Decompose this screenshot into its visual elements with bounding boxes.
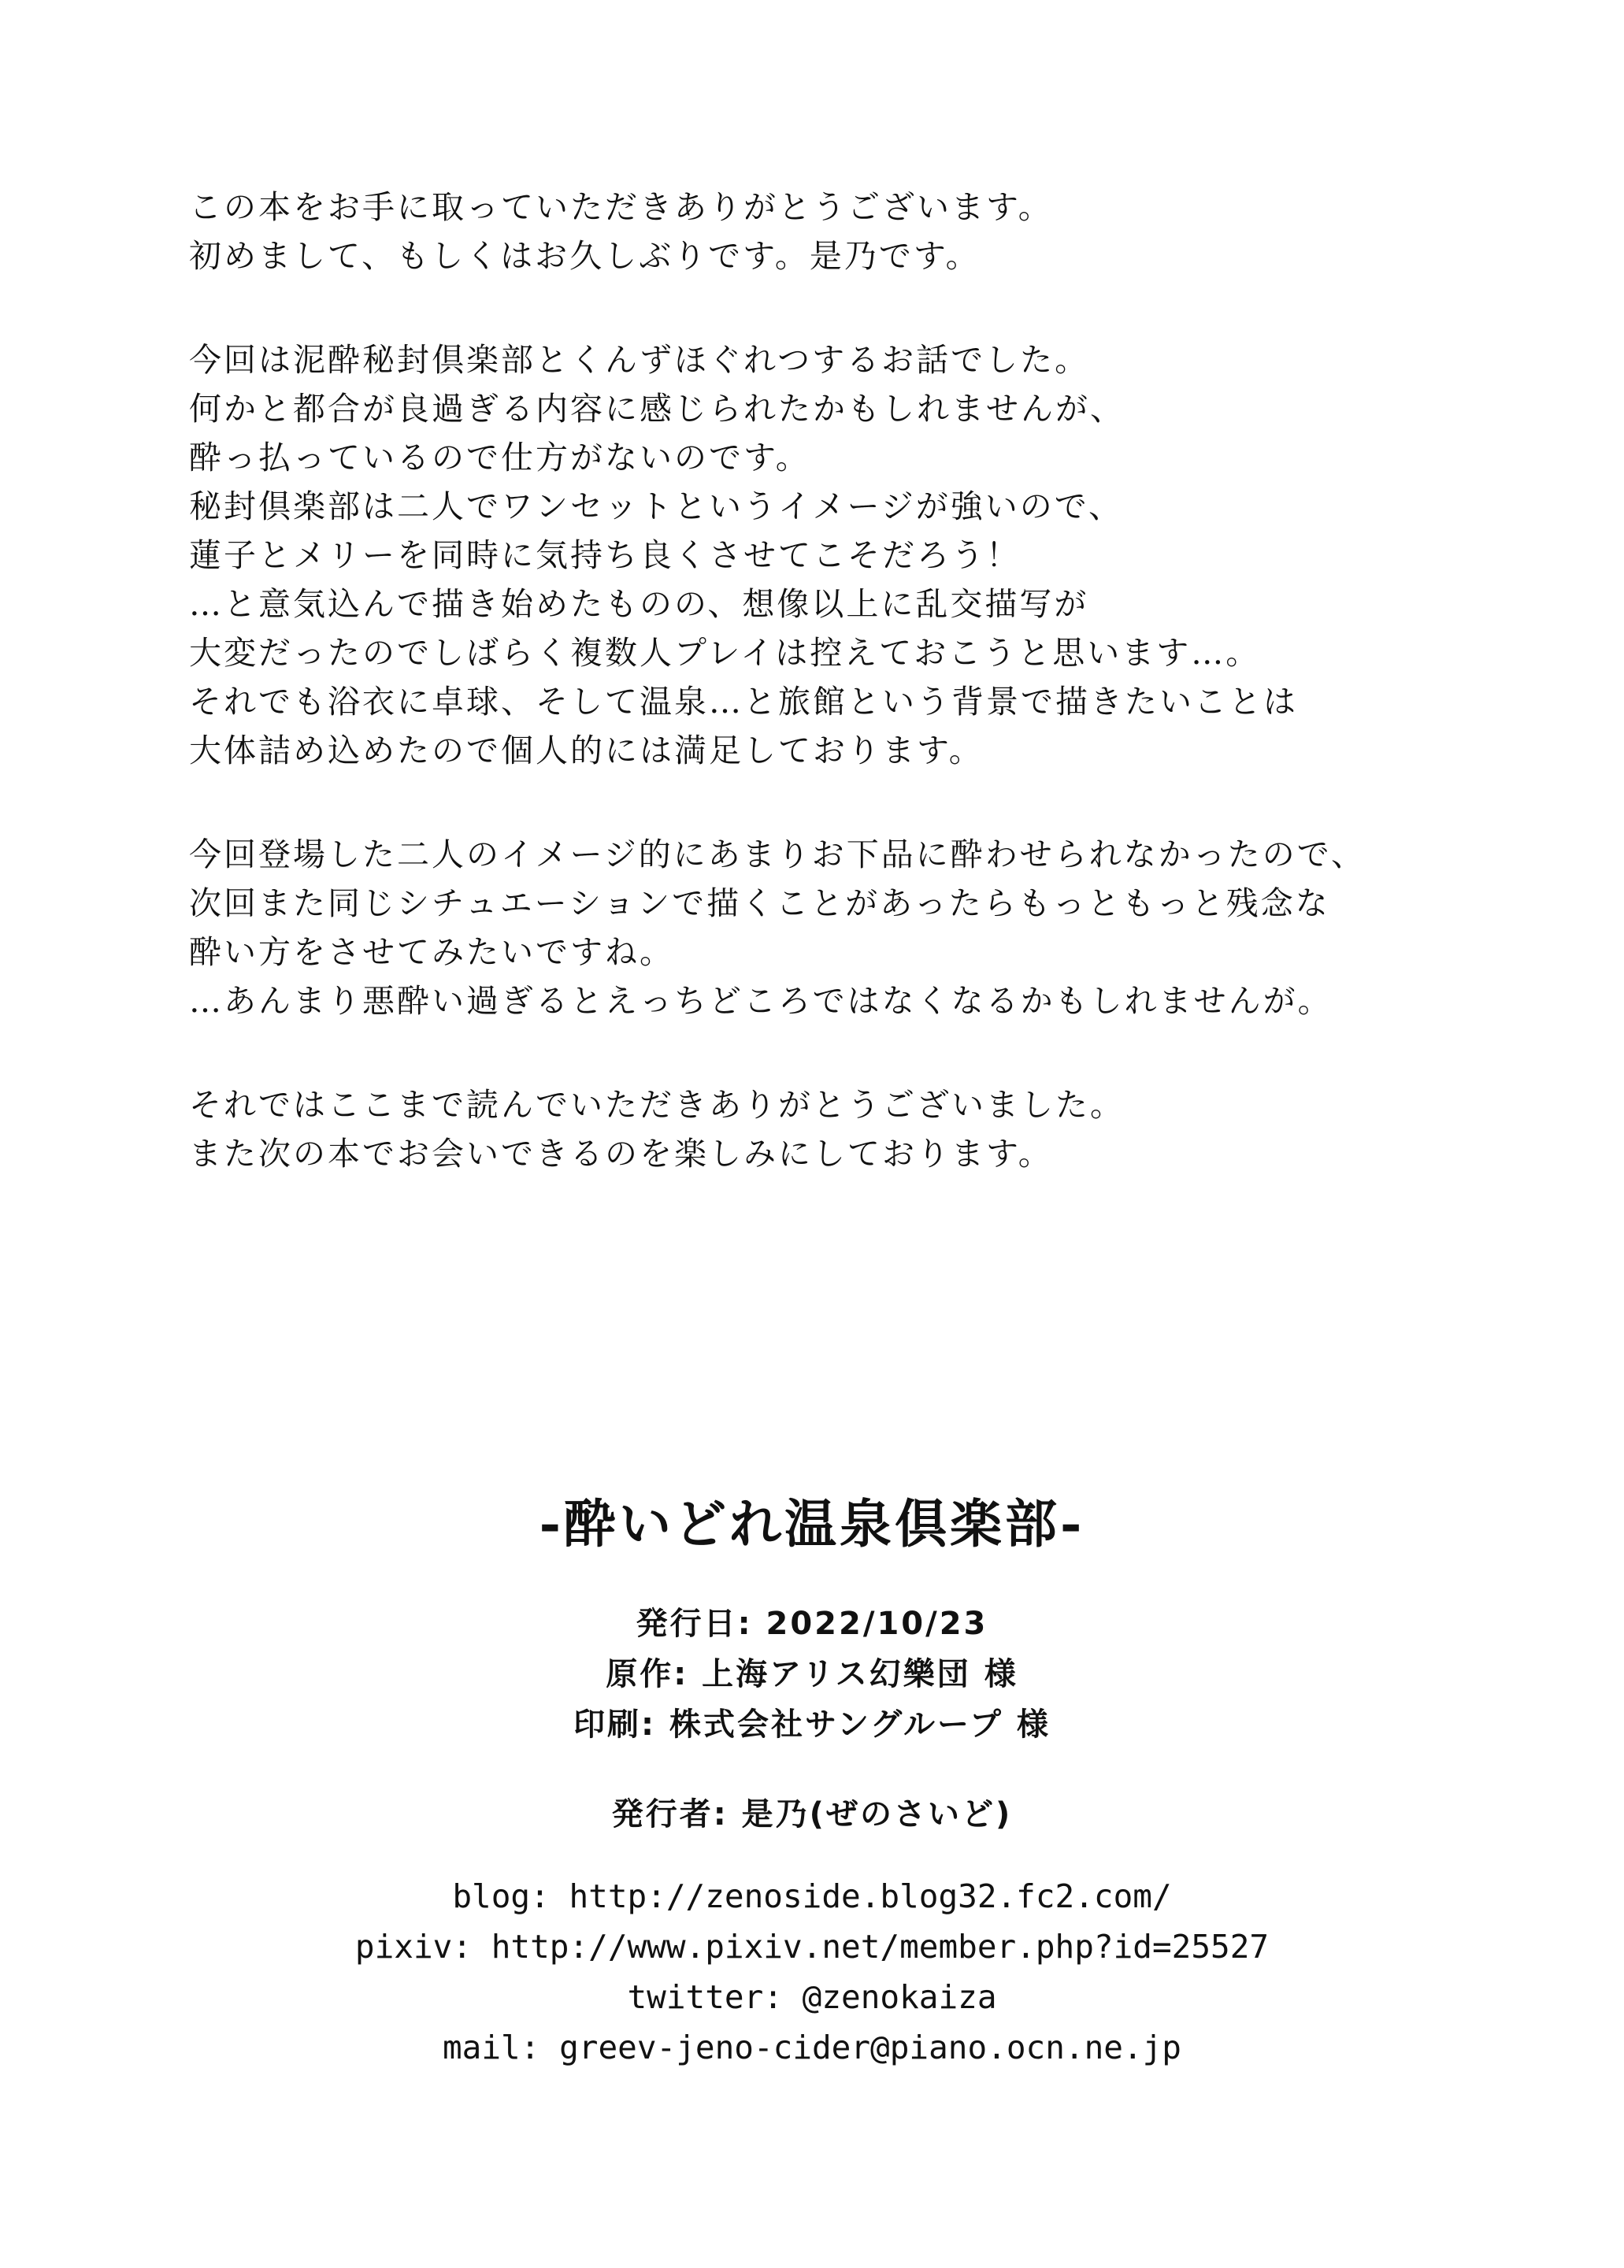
afterword-text (189, 183, 1481, 1233)
text-line: 何かと都合が良過ぎる内容に感じられたかもしれませんが、 (189, 390, 1125, 428)
colophon (0, 1488, 1624, 2073)
afterword-paragraph-1 (189, 183, 1481, 280)
text-line: それではここまで読んでいただきありがとうございました。 (189, 1086, 1125, 1124)
text-line: それでも浴衣に卓球、そして温泉…と旅館という背景で描きたいことは (189, 683, 1298, 721)
blog-link[interactable]: blog: http://zenoside.blog32.fc2.com/ (452, 1877, 1172, 1915)
text-line: …あんまり悪酔い過ぎるとえっちどころではなくなるかもしれませんが。 (189, 982, 1333, 1020)
text-line: 大体詰め込めたので個人的には満足しております。 (189, 732, 984, 769)
original-work-credit: 原作: 上海アリス幻樂団 様 (606, 1656, 1018, 1692)
text-line: 酔っ払っているので仕方がないのです。 (189, 439, 810, 476)
afterword-paragraph-2 (189, 335, 1481, 775)
mail-address[interactable]: mail: greev-jeno-cider@piano.ocn.ne.jp (443, 2029, 1181, 2066)
publication-info (0, 1599, 1624, 1750)
text-line: 蓮子とメリーを同時に気持ち良くさせてこそだろう！ (189, 536, 1021, 574)
contact-links (0, 1871, 1624, 2073)
text-line: 初めまして、もしくはお久しぶりです。是乃です。 (189, 237, 981, 275)
afterword-paragraph-4 (189, 1080, 1481, 1178)
text-line: この本をお手に取っていただきありがとうございます。 (189, 188, 1053, 226)
text-line: 今回登場した二人のイメージ的にあまりお下品に酔わせられなかったので、 (189, 836, 1366, 873)
text-line: 酔い方をさせてみたいですね。 (189, 933, 674, 971)
text-line: 次回また同じシチュエーションで描くことがあったらもっともっと残念な (189, 884, 1330, 922)
printing-credit: 印刷: 株式会社サングループ 様 (573, 1707, 1051, 1743)
twitter-handle[interactable]: twitter: @zenokaiza (627, 1978, 997, 2016)
text-line: また次の本でお会いできるのを楽しみにしております。 (189, 1135, 1053, 1173)
release-date: 発行日: 2022/10/23 (636, 1606, 988, 1642)
text-line: 今回は泥酔秘封倶楽部とくんずほぐれつするお話でした。 (189, 341, 1090, 379)
text-line: 秘封倶楽部は二人でワンセットというイメージが強いので、 (189, 487, 1123, 525)
pixiv-link[interactable]: pixiv: http://www.pixiv.net/member.php?id=25527 (354, 1928, 1270, 1966)
publisher-info (0, 1789, 1624, 1840)
afterword-paragraph-3 (189, 830, 1481, 1025)
text-line: …と意気込んで描き始めたものの、想像以上に乱交描写が (189, 585, 1089, 623)
text-line: 大変だったのでしばらく複数人プレイは控えておこうと思います…。 (189, 634, 1261, 672)
book-title: -酔いどれ温泉倶楽部- (539, 1493, 1085, 1555)
publisher-credit: 発行者: 是乃(ぜのさいど) (611, 1796, 1013, 1833)
